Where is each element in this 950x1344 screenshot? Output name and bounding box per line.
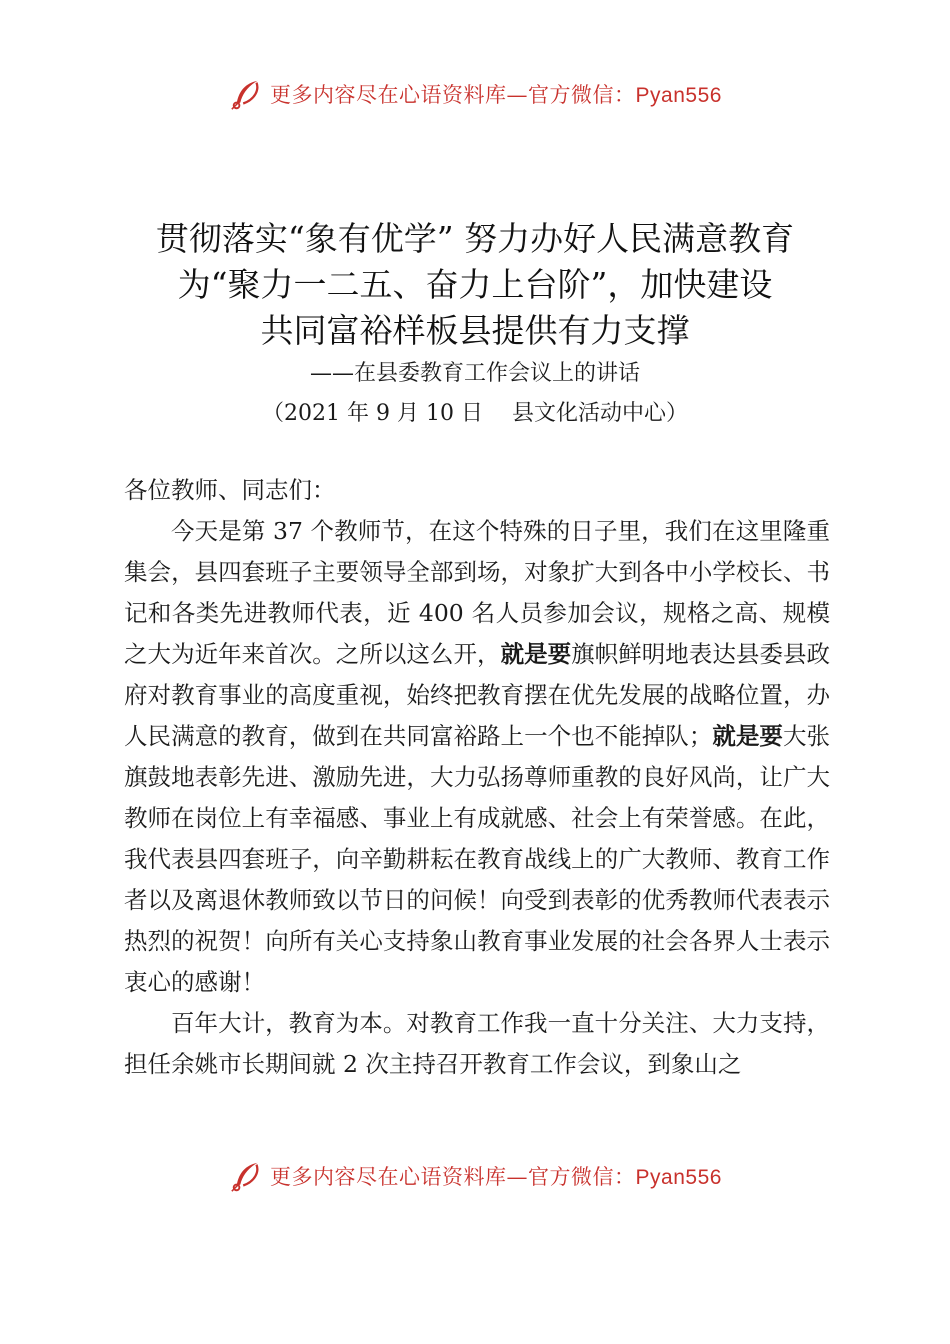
p1-text-3: 大张旗鼓地表彰先进、激励先进，大力弘扬尊师重教的良好风尚，让广大教师在岗位上有幸福感、事业上有成就感、社会上有荣誉感。在此，我代表县四套班子，向辛勤耕耘在教育战线上的广大教师、教育工作者以及离退休教师致以节日的问候！向受到表彰的优秀教师代表表示热烈的祝贺！向所有关心支持象山教育事业发展的社会各界人士表示衷心的感谢！ xyxy=(124,722,831,996)
title-line-3: 共同富裕样板县提供有力支撑 xyxy=(260,311,690,350)
paragraph-2: 百年大计，教育为本。对教育工作我一直十分关注、大力支持，担任余姚市长期间就 2 次主持召开教育工作会议，到象山之 xyxy=(124,1009,830,1078)
header-banner xyxy=(0,72,950,116)
title-line-1: 贯彻落实“象有优学” 努力办好人民满意教育 xyxy=(155,219,795,258)
banner-text: 更多内容尽在心语资料库—官方微信：Pyan556 xyxy=(270,83,722,107)
wechat-id: Pyan556 xyxy=(635,84,722,107)
paragraph-1 xyxy=(124,511,830,1003)
salutation: 各位教师、同志们： xyxy=(124,476,336,504)
p1-emphasis-2: 就是要 xyxy=(712,722,783,750)
footer-banner xyxy=(0,1154,950,1198)
subtitle: ——在县委教育工作会议上的讲话 xyxy=(309,361,640,386)
p1-text-1: 今天是第 37 个教师节，在这个特殊的日子里，我们在这里隆重集会，县四套班子主要领导全部到场，对象扩大到各中小学校长、书记和各类先进教师代表，近 400 名人员参加会议，规格之高、规模之大为近年来首次。之所以这么开， xyxy=(124,517,830,668)
date-venue: （2021 年 9 月 10 日 县文化活动中心） xyxy=(262,401,688,426)
p1-emphasis-1: 就是要 xyxy=(500,640,572,668)
p1-text-2: 旗帜鲜明地表达县委县政府对教育事业的高度重视，始终把教育摆在优先发展的战略位置，办人民满意的教育，做到在共同富裕路上一个也不能掉队； xyxy=(124,640,831,750)
banner-text: 更多内容尽在心语资料库—官方微信：Pyan556 xyxy=(270,1165,722,1189)
quill-logo-icon xyxy=(228,1157,266,1195)
wechat-id: Pyan556 xyxy=(635,1166,722,1189)
quill-logo-icon xyxy=(228,75,266,113)
title-line-2: 为“聚力一二五、奋力上台阶”，加快建设 xyxy=(177,265,773,304)
speech-body xyxy=(124,470,830,1085)
title-block xyxy=(0,216,950,430)
